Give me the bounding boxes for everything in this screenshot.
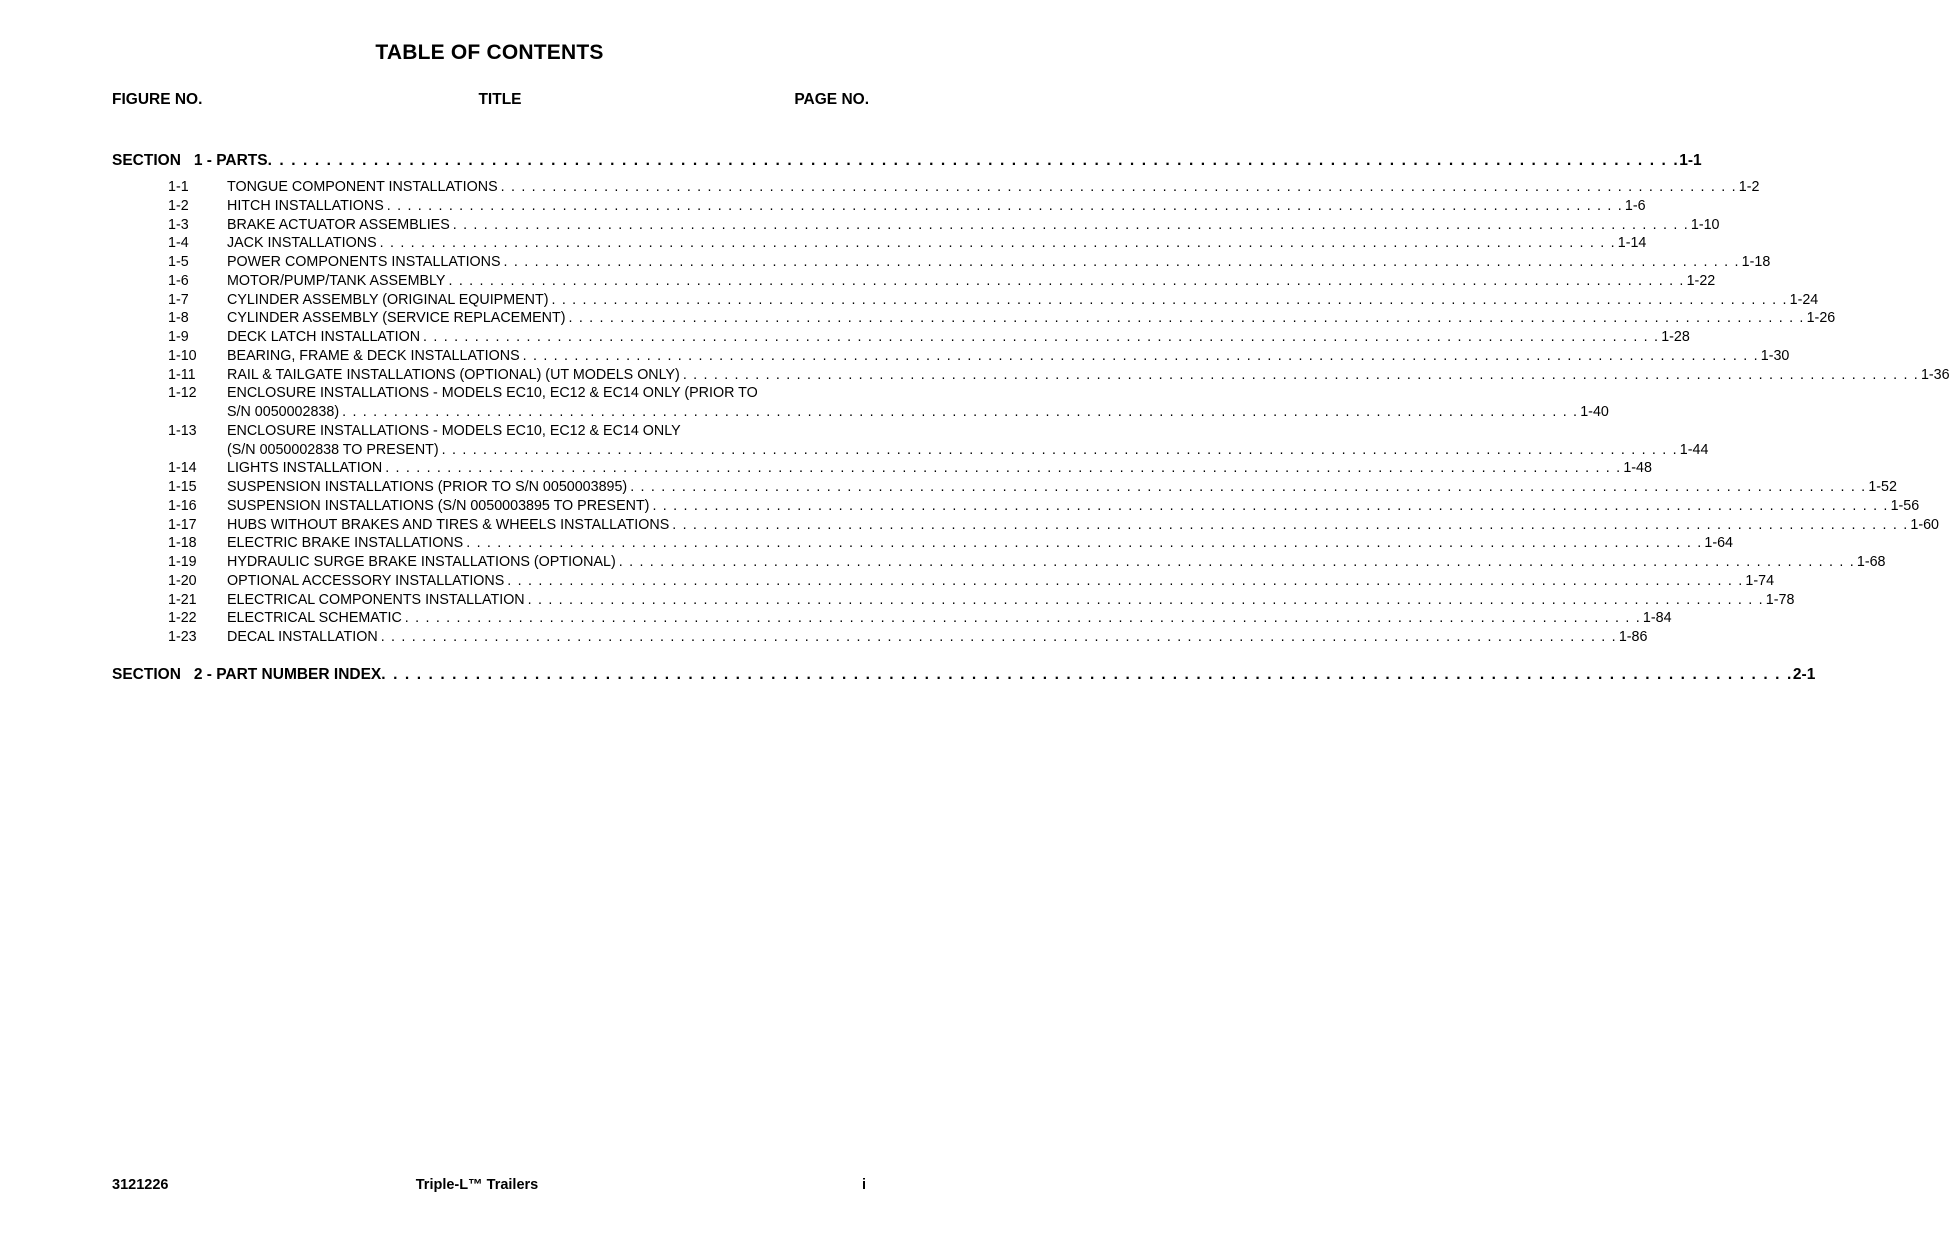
entry-title: OPTIONAL ACCESSORY INSTALLATIONS: [227, 572, 505, 589]
section-page: 1-1: [1679, 152, 1702, 169]
figure-number: 1-23: [168, 629, 197, 645]
entry-title: RAIL & TAILGATE INSTALLATIONS (OPTIONAL) (UT MODELS ONLY): [227, 366, 680, 383]
entry-page-number: 1-60: [1910, 516, 1939, 533]
entry-title: HITCH INSTALLATIONS: [227, 197, 384, 214]
dot-leader: . . . . . . . . . . . . . . . . . . . . . . . . . . . . . . . . . . . . . . . . . . . . . . . . . . . . . . . . . . . . . . . . . . . . . . . . . . . . . . . . . . . . . . . . . . . . . . . . . . . . . . . . . . . . . . . . . . . . . . . .: [503, 254, 1740, 270]
toc-entry[interactable]: [0, 216, 1720, 235]
section-page: 2-1: [1792, 666, 1816, 683]
figure-number: 1-21: [168, 591, 197, 608]
footer-page-number: i: [861, 1177, 866, 1193]
dot-leader: . . . . . . . . . . . . . . . . . . . . . . . . . . . . . . . . . . . . . . . . . . . . . . . . . . . . . . . . . . . . . . . . . . . . . . . . . . . . . . . . . . . . . . . . . . . . . . . . . . . . . . . . . . . . . . . . . . . . . . . .: [441, 441, 1678, 458]
toc-entry[interactable]: [0, 534, 1733, 553]
entry-title: BEARING, FRAME & DECK INSTALLATIONS: [227, 347, 520, 364]
dot-leader: . . . . . . . . . . . . . . . . . . . . . . . . . . . . . . . . . . . . . . . . . . . . . . . . . . . . . . . . . . . . . . . . . . . . . . . . . . . . . . . . . . . . . . . . . . . . . . . . . . . . . . . . . . . . . . . . . . . . . . . .: [379, 235, 1616, 252]
dot-leader: . . . . . . . . . . . . . . . . . . . . . . . . . . . . . . . . . . . . . . . . . . . . . . . . . . . . . . . . . . . . . . . . . . . . . . . . . . . . . . . . . . . . . . . . . . . . . . . . . . . . . . . . . . . . . . . . . . . . . . . .: [618, 554, 1855, 570]
figure-number: 1-6: [168, 272, 189, 289]
entry-page-number: 1-78: [1765, 591, 1795, 608]
entry-page-number: 1-36: [1920, 366, 1950, 383]
dot-leader: . . . . . . . . . . . . . . . . . . . . . . . . . . . . . . . . . . . . . . . . . . . . . . . . . . . . . . . . . . . . . . . . . . . . . . . . . . . . . . . . . . . . . . . . . . . . . . . . . . . . . . . . . . . . . . . . . . . . . . . .: [452, 216, 1689, 233]
dot-leader: . . . . . . . . . . . . . . . . . . . . . . . . . . . . . . . . . . . . . . . . . . . . . . . . . . . . . . . . . . . . . . . . . . . . . . . . . . . . . . . . . . . . . . . . . . . . . . . . . . . . . . . . . . . . . . . . . . . . . . . .: [672, 516, 1909, 533]
toc-entry[interactable]: [0, 478, 1897, 497]
entry-page-number: 1-30: [1760, 347, 1790, 364]
toc-entry[interactable]: [0, 347, 1790, 366]
column-header-figure: FIGURE NO.: [112, 91, 203, 108]
toc-entry[interactable]: [0, 291, 1819, 310]
figure-number: 1-11: [168, 366, 196, 383]
dot-leader: . . . . . . . . . . . . . . . . . . . . . . . . . . . . . . . . . . . . . . . . . . . . . . . . . . . . . . . . . . . . . . . . . . . . . . . . . . . . . . . . . . . . . . . . . . . . . . . . . . . . . . . . . . . . . . . . . . . . . . . .: [630, 479, 1867, 495]
toc-entry[interactable]: [0, 497, 1920, 516]
dot-leader: . . . . . . . . . . . . . . . . . . . . . . . . . . . . . . . . . . . . . . . . . . . . . . . . . . . . . . . . . . . . . . . . . . . . . . . . . . . . . . . . . . . . . . . . . . . . . . . . . . . . . . . . . . . . . . . . . . . . . . . .: [500, 179, 1737, 195]
toc-entry[interactable]: [0, 609, 1672, 628]
entry-title: MOTOR/PUMP/TANK ASSEMBLY: [227, 272, 446, 289]
section-1-heading[interactable]: [112, 152, 1702, 170]
dot-leader: . . . . . . . . . . . . . . . . . . . . . . . . . . . . . . . . . . . . . . . . . . . . . . . . . . . . . . . . . . . . . . . . . . . . . . . . . . . . . . . . . . . . . . . . . . . . . . . . . . . . . . . . . . . . . . . . . . . . . . . .: [423, 329, 1660, 345]
figure-number: 1-13: [168, 422, 197, 439]
toc-entry[interactable]: [0, 384, 1609, 422]
figure-number: 1-10: [168, 347, 197, 364]
entry-title: JACK INSTALLATIONS: [227, 235, 377, 252]
figure-number: 1-22: [168, 610, 197, 627]
entry-page-number: 1-22: [1686, 272, 1716, 289]
toc-entry-list: [0, 178, 1950, 647]
dot-leader: . . . . . . . . . . . . . . . . . . . . . . . . . . . . . . . . . . . . . . . . . . . . . . . . . . . . . . . . . . . . . . . . . . . . . . . . . . . . . . . . . . . . . . . . . . . . . . . . . . . . . . . . . . . . . . . . . . . . . . . .: [522, 347, 1759, 364]
section-label: SECTION 1 - PARTS: [112, 152, 268, 169]
figure-number: 1-12: [168, 385, 197, 402]
toc-entry[interactable]: [0, 553, 1886, 572]
entry-title: ELECTRIC BRAKE INSTALLATIONS: [227, 535, 464, 552]
figure-number: 1-7: [168, 291, 189, 308]
dot-leader: . . . . . . . . . . . . . . . . . . . . . . . . . . . . . . . . . . . . . . . . . . . . . . . . . . . . . . . . . . . . . . . . . . . . . . . . . . . . . . . . . . . . . . . . . . . . . . . . . . . . . . . . . . . . . . . . . . . . . . . .: [342, 404, 1579, 420]
dot-leader: . . . . . . . . . . . . . . . . . . . . . . . . . . . . . . . . . . . . . . . . . . . . . . . . . . . . . . . . . . . . . . . . . . . . . . . . . . . . . . . . . . . . . . . . . . . . . . . . . . . . . . . . . . . . . . . . . . . . . . . .: [386, 197, 1623, 214]
dot-leader: . . . . . . . . . . . . . . . . . . . . . . . . . . . . . . . . . . . . . . . . . . . . . . . . . . . . . . . . . . . . . . . . . . . . . . . . . . . . . . . . . . . . . . . . . . . . . . . . . . . . . . . . . . . . . . . . . . . . . . . .: [385, 460, 1622, 477]
figure-number: 1-20: [168, 572, 197, 589]
figure-number: 1-19: [168, 554, 197, 570]
figure-number: 1-9: [168, 329, 189, 345]
figure-number: 1-2: [168, 197, 189, 214]
entry-page-number: 1-84: [1642, 610, 1672, 627]
entry-page-number: 1-48: [1623, 460, 1652, 477]
entry-title: HYDRAULIC SURGE BRAKE INSTALLATIONS (OPTIONAL): [227, 554, 616, 570]
entry-page-number: 1-6: [1624, 197, 1646, 214]
entry-page-number: 1-56: [1890, 497, 1920, 514]
dot-leader: . . . . . . . . . . . . . . . . . . . . . . . . . . . . . . . . . . . . . . . . . . . . . . . . . . . . . . . . . . . . . . . . . . . . . . . . . . . . . . . . . . . . . . . . . . . . . . . . . . . . . . . . . . . . . . . . . . . . . . . .: [507, 572, 1744, 589]
entry-page-number: 1-40: [1580, 404, 1609, 420]
entry-page-number: 1-86: [1618, 629, 1648, 645]
toc-entry[interactable]: [0, 253, 1771, 272]
figure-number: 1-8: [168, 310, 189, 327]
entry-title: DECAL INSTALLATION: [227, 629, 378, 645]
toc-entry[interactable]: [0, 272, 1716, 291]
entry-page-number: 1-68: [1856, 554, 1886, 570]
entry-title: ELECTRICAL COMPONENTS INSTALLATION: [227, 591, 525, 608]
entry-page-number: 1-52: [1868, 479, 1897, 495]
toc-entry[interactable]: [0, 178, 1760, 197]
entry-title-continued: S/N 0050002838): [227, 404, 340, 420]
entry-title: ENCLOSURE INSTALLATIONS - MODELS EC10, EC12 & EC14 ONLY: [227, 422, 681, 439]
entry-title: LIGHTS INSTALLATION: [227, 460, 383, 477]
entry-page-number: 1-44: [1679, 441, 1709, 458]
entry-title: ELECTRICAL SCHEMATIC: [227, 610, 402, 627]
section-2-heading[interactable]: [112, 666, 1816, 684]
dot-leader: . . . . . . . . . . . . . . . . . . . . . . . . . . . . . . . . . . . . . . . . . . . . . . . . . . . . . . . . . . . . . . . . . . . . . . . . . . . . . . . . . . . . . . . . . . . . . . . . . . . . . . . . . . . . . . . . . . . . . . . .: [448, 272, 1685, 289]
dot-leader: . . . . . . . . . . . . . . . . . . . . . . . . . . . . . . . . . . . . . . . . . . . . . . . . . . . . . . . . . . . . . . . . . . . . . . . . . . . . . . . . . . . . . . . . . . . . . . . . . . . . . . . . . . . . . . . . . . . . . . . .: [381, 666, 1793, 683]
toc-entry[interactable]: [0, 422, 1709, 460]
dot-leader: . . . . . . . . . . . . . . . . . . . . . . . . . . . . . . . . . . . . . . . . . . . . . . . . . . . . . . . . . . . . . . . . . . . . . . . . . . . . . . . . . . . . . . . . . . . . . . . . . . . . . . . . . . . . . . . . . . . . . . . .: [568, 310, 1805, 327]
entry-title: SUSPENSION INSTALLATIONS (S/N 0050003895 TO PRESENT): [227, 497, 650, 514]
figure-number: 1-18: [168, 535, 197, 552]
entry-page-number: 1-64: [1704, 535, 1733, 552]
figure-number: 1-17: [168, 516, 197, 533]
entry-page-number: 1-74: [1745, 572, 1775, 589]
toc-entry[interactable]: [0, 309, 1836, 328]
footer-product-name: Triple-L™ Trailers: [415, 1177, 539, 1193]
entry-title: SUSPENSION INSTALLATIONS (PRIOR TO S/N 0050003895): [227, 479, 628, 495]
entry-title: HUBS WITHOUT BRAKES AND TIRES & WHEELS INSTALLATIONS: [227, 516, 670, 533]
entry-title: POWER COMPONENTS INSTALLATIONS: [227, 254, 501, 270]
section-label: SECTION 2 - PART NUMBER INDEX: [112, 666, 382, 683]
toc-entry[interactable]: [0, 591, 1795, 610]
figure-number: 1-3: [168, 216, 189, 233]
entry-page-number: 1-18: [1741, 254, 1771, 270]
entry-page-number: 1-28: [1661, 329, 1690, 345]
dot-leader: . . . . . . . . . . . . . . . . . . . . . . . . . . . . . . . . . . . . . . . . . . . . . . . . . . . . . . . . . . . . . . . . . . . . . . . . . . . . . . . . . . . . . . . . . . . . . . . . . . . . . . . . . . . . . . . . . . . . . . . .: [682, 366, 1919, 383]
entry-page-number: 1-14: [1617, 235, 1647, 252]
entry-page-number: 1-2: [1738, 179, 1760, 195]
entry-title: TONGUE COMPONENT INSTALLATIONS: [227, 179, 498, 195]
toc-entry[interactable]: [0, 366, 1950, 385]
entry-page-number: 1-10: [1690, 216, 1720, 233]
figure-number: 1-1: [168, 179, 189, 195]
entry-title: BRAKE ACTUATOR ASSEMBLIES: [227, 216, 450, 233]
toc-entry[interactable]: [0, 628, 1648, 647]
footer-document-number: 3121226: [112, 1177, 169, 1193]
entry-page-number: 1-26: [1806, 310, 1836, 327]
dot-leader: . . . . . . . . . . . . . . . . . . . . . . . . . . . . . . . . . . . . . . . . . . . . . . . . . . . . . . . . . . . . . . . . . . . . . . . . . . . . . . . . . . . . . . . . . . . . . . . . . . . . . . . . . . . . . . . . . . . . . . . .: [267, 152, 1680, 169]
toc-entry[interactable]: [0, 328, 1690, 347]
column-header-title: TITLE: [478, 91, 522, 108]
dot-leader: . . . . . . . . . . . . . . . . . . . . . . . . . . . . . . . . . . . . . . . . . . . . . . . . . . . . . . . . . . . . . . . . . . . . . . . . . . . . . . . . . . . . . . . . . . . . . . . . . . . . . . . . . . . . . . . . . . . . . . . .: [652, 497, 1889, 514]
toc-entry[interactable]: [0, 197, 1646, 216]
entry-page-number: 1-24: [1789, 291, 1819, 308]
dot-leader: . . . . . . . . . . . . . . . . . . . . . . . . . . . . . . . . . . . . . . . . . . . . . . . . . . . . . . . . . . . . . . . . . . . . . . . . . . . . . . . . . . . . . . . . . . . . . . . . . . . . . . . . . . . . . . . . . . . . . . . .: [551, 291, 1788, 308]
figure-number: 1-16: [168, 497, 197, 514]
toc-entry[interactable]: [0, 459, 1652, 478]
dot-leader: . . . . . . . . . . . . . . . . . . . . . . . . . . . . . . . . . . . . . . . . . . . . . . . . . . . . . . . . . . . . . . . . . . . . . . . . . . . . . . . . . . . . . . . . . . . . . . . . . . . . . . . . . . . . . . . . . . . . . . . .: [466, 535, 1703, 552]
column-header-page: PAGE NO.: [794, 91, 869, 108]
figure-number: 1-15: [168, 479, 197, 495]
toc-entry[interactable]: [0, 516, 1939, 535]
entry-title: CYLINDER ASSEMBLY (SERVICE REPLACEMENT): [227, 310, 566, 327]
dot-leader: . . . . . . . . . . . . . . . . . . . . . . . . . . . . . . . . . . . . . . . . . . . . . . . . . . . . . . . . . . . . . . . . . . . . . . . . . . . . . . . . . . . . . . . . . . . . . . . . . . . . . . . . . . . . . . . . . . . . . . . .: [527, 591, 1764, 608]
figure-number: 1-5: [168, 254, 189, 270]
entry-title: CYLINDER ASSEMBLY (ORIGINAL EQUIPMENT): [227, 291, 549, 308]
page-title: TABLE OF CONTENTS: [375, 41, 604, 64]
entry-title: DECK LATCH INSTALLATION: [227, 329, 421, 345]
toc-entry[interactable]: [0, 572, 1775, 591]
entry-title: ENCLOSURE INSTALLATIONS - MODELS EC10, EC12 & EC14 ONLY (PRIOR TO: [227, 385, 758, 402]
figure-number: 1-14: [168, 460, 197, 477]
figure-number: 1-4: [168, 235, 189, 252]
entry-title-continued: (S/N 0050002838 TO PRESENT): [227, 441, 439, 458]
dot-leader: . . . . . . . . . . . . . . . . . . . . . . . . . . . . . . . . . . . . . . . . . . . . . . . . . . . . . . . . . . . . . . . . . . . . . . . . . . . . . . . . . . . . . . . . . . . . . . . . . . . . . . . . . . . . . . . . . . . . . . . .: [404, 610, 1641, 627]
dot-leader: . . . . . . . . . . . . . . . . . . . . . . . . . . . . . . . . . . . . . . . . . . . . . . . . . . . . . . . . . . . . . . . . . . . . . . . . . . . . . . . . . . . . . . . . . . . . . . . . . . . . . . . . . . . . . . . . . . . . . . . .: [380, 629, 1617, 645]
toc-entry[interactable]: [0, 234, 1647, 253]
